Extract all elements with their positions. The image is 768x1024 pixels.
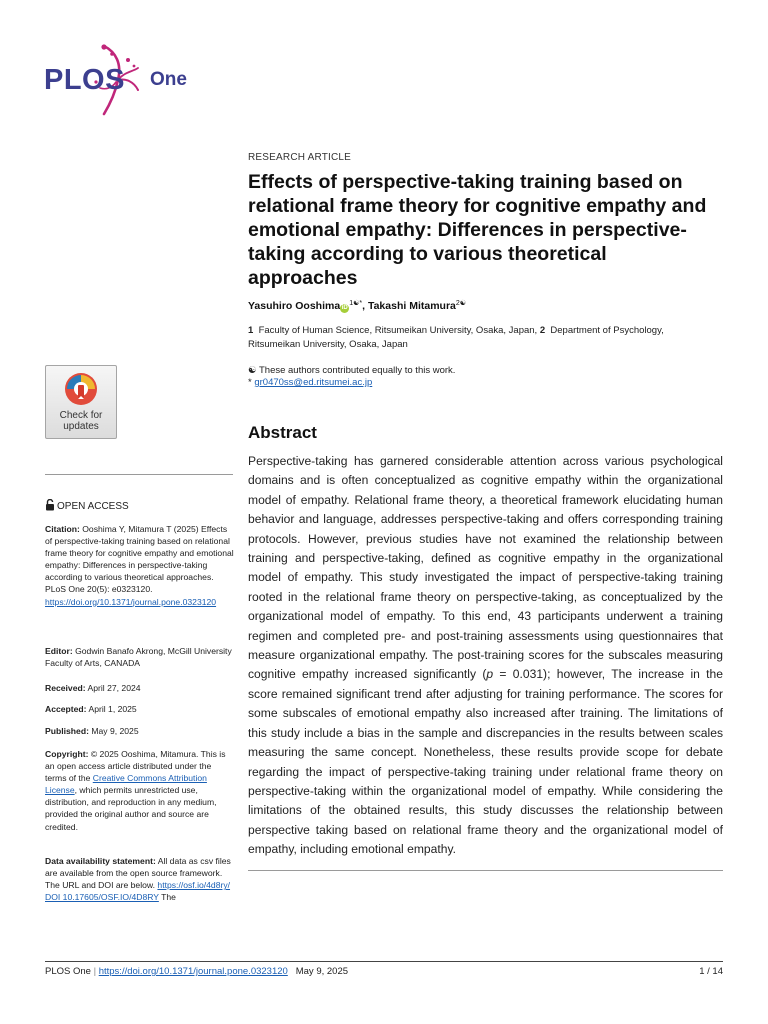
accepted-label: Accepted: [45,704,87,714]
email-link[interactable]: gr0470ss@ed.ritsumei.ac.jp [254,377,373,388]
article-type: RESEARCH ARTICLE [248,152,352,163]
crossmark-icon [63,371,99,409]
received-block [45,682,235,694]
footer-separator: | [90,966,99,977]
author-name[interactable]: Yasuhiro Ooshima [248,300,341,312]
author-name[interactable]: Takashi Mitamura [367,300,456,312]
abstract-text-part: Perspective-taking has garnered considerable attention across various psychological domains and is often conceptualized as cognitive empathy within the organizational model of empathy. Relational frame theory, a theoretical framework elucidating human behavior and language, addresses perspective-taking and offers corresponding training protocols. However, previous studies have not examined the relationship between training and perspective-taking, defined as cognitive empathy in the organizational model of empathy. This study investigated the impact of perspective-taking training rooted in the relational frame theory on perspective-taking, as conceptualized by the organizational model of empathy. To this end, 43 participants underwent a training regimen and completed pre- and post-training assessments using questionnaires that measure organizational empathy. The post-training scores for the subscales measuring cognitive empathy increased significantly ( [248,454,723,682]
accepted-date: April 1, 2025 [86,704,137,714]
data-availability-block [45,855,235,903]
copyright-text: , which permits unrestricted use, distribution, and reproduction in any medium, provided the original author and source are credited. [45,785,217,832]
data-availability-label: Data availability statement: [45,856,156,866]
affiliations [248,324,718,351]
received-label: Received: [45,683,86,693]
affiliation-text: Department of Psychology, Ritsumeikan University, Osaka, Japan [248,325,664,350]
footer-divider [45,961,723,962]
author-marks: 1☯* [349,300,363,307]
author-list [248,299,466,313]
affiliation-text: Faculty of Human Science, Ritsumeikan University, Osaka, Japan, [258,325,538,336]
author-separator: , [362,300,368,312]
received-date: April 27, 2024 [85,683,141,693]
check-for-updates-button[interactable] [45,365,117,439]
sidebar-divider [45,474,233,475]
page-footer [45,966,348,977]
check-label-line: Check for [59,410,103,421]
abstract-heading: Abstract [248,423,317,442]
open-access-text: OPEN ACCESS [57,501,129,512]
footer-date: May 9, 2025 [295,966,349,977]
equal-contribution-note: ☯ These authors contributed equally to this work. [248,365,456,376]
footer-journal: PLOS One [45,966,91,977]
copyright-label: Copyright: [45,749,89,759]
logo-plos-text: PLOS [44,64,125,96]
p-value-symbol: p [486,667,494,682]
citation-doi-link[interactable]: https://doi.org/10.1371/journal.pone.0323120 [45,596,217,607]
published-label: Published: [45,726,89,736]
open-access-label [45,499,129,512]
abstract-body [248,452,723,860]
page-number: 1 / 14 [699,966,723,977]
footer-doi-link[interactable]: https://doi.org/10.1371/journal.pone.0323120 [98,966,288,977]
abstract-text-part: = 0.031); however, The increase in the score remained significant trend after adjusting for training performance. The scores for some subscales of emotional empathy also increased after training. The limitations of this study include a bias in the sample and discrepancies in the results between scales measuring the same concept. Nonetheless, these results provide scope for debate regarding the impact of perspective-taking training under relational frame theory on perspective-taking within the organizational model of empathy. While considering the limitations of the obtained results, this study discusses the relationship between perspective taking based on relational frame theory and the organizational model of empathy, including emotional empathy. [248,667,723,857]
check-label-line: updates [63,421,99,432]
author-marks: 2☯ [455,300,467,307]
copyright-text: © 2025 Ooshima, Mitamura. This is an open access article distributed under the terms of the [45,749,226,784]
osf-link[interactable]: https://osf.io/4d8ry/ DOI 10.17605/OSF.IO/4D8RY [45,880,231,903]
open-lock-icon [45,499,55,511]
accepted-block [45,703,235,715]
affiliation-number: 1 [248,325,254,336]
citation-label: Citation: [45,524,80,534]
data-availability-text: The [158,892,176,903]
affiliation-number: 2 [539,325,546,336]
copyright-block [45,748,235,833]
corresponding-mark: * [248,377,255,388]
license-link[interactable]: Creative Commons Attribution License [45,773,207,796]
editor-block [45,645,235,669]
editor-label: Editor: [45,646,73,656]
data-availability-text: All data as csv files are available from the open source framework. The URL and DOI are below. [45,856,231,891]
corresponding-author [248,377,372,388]
orcid-icon[interactable]: iD [341,305,348,311]
editor-text: Godwin Banafo Akrong, McGill University Faculty of Arts, CANADA [45,646,232,669]
plos-one-logo[interactable] [44,42,204,117]
article-title: Effects of perspective-taking training based on relational frame theory for cognitive empathy and emotional empathy: Differences in perspective-taking according to various theoretical approaches [248,171,707,289]
published-block [45,725,235,737]
citation-block [45,523,235,608]
abstract-divider [248,870,723,871]
logo-journal-text: One [150,69,187,90]
published-date: May 9, 2025 [88,726,139,736]
citation-text: Ooshima Y, Mitamura T (2025) Effects of perspective-taking training based on relational frame theory for cognitive empathy and emotional empathy: Differences in perspective-taking according to various theoretical approaches. PLoS One 20(5): e0323120. [45,524,234,595]
